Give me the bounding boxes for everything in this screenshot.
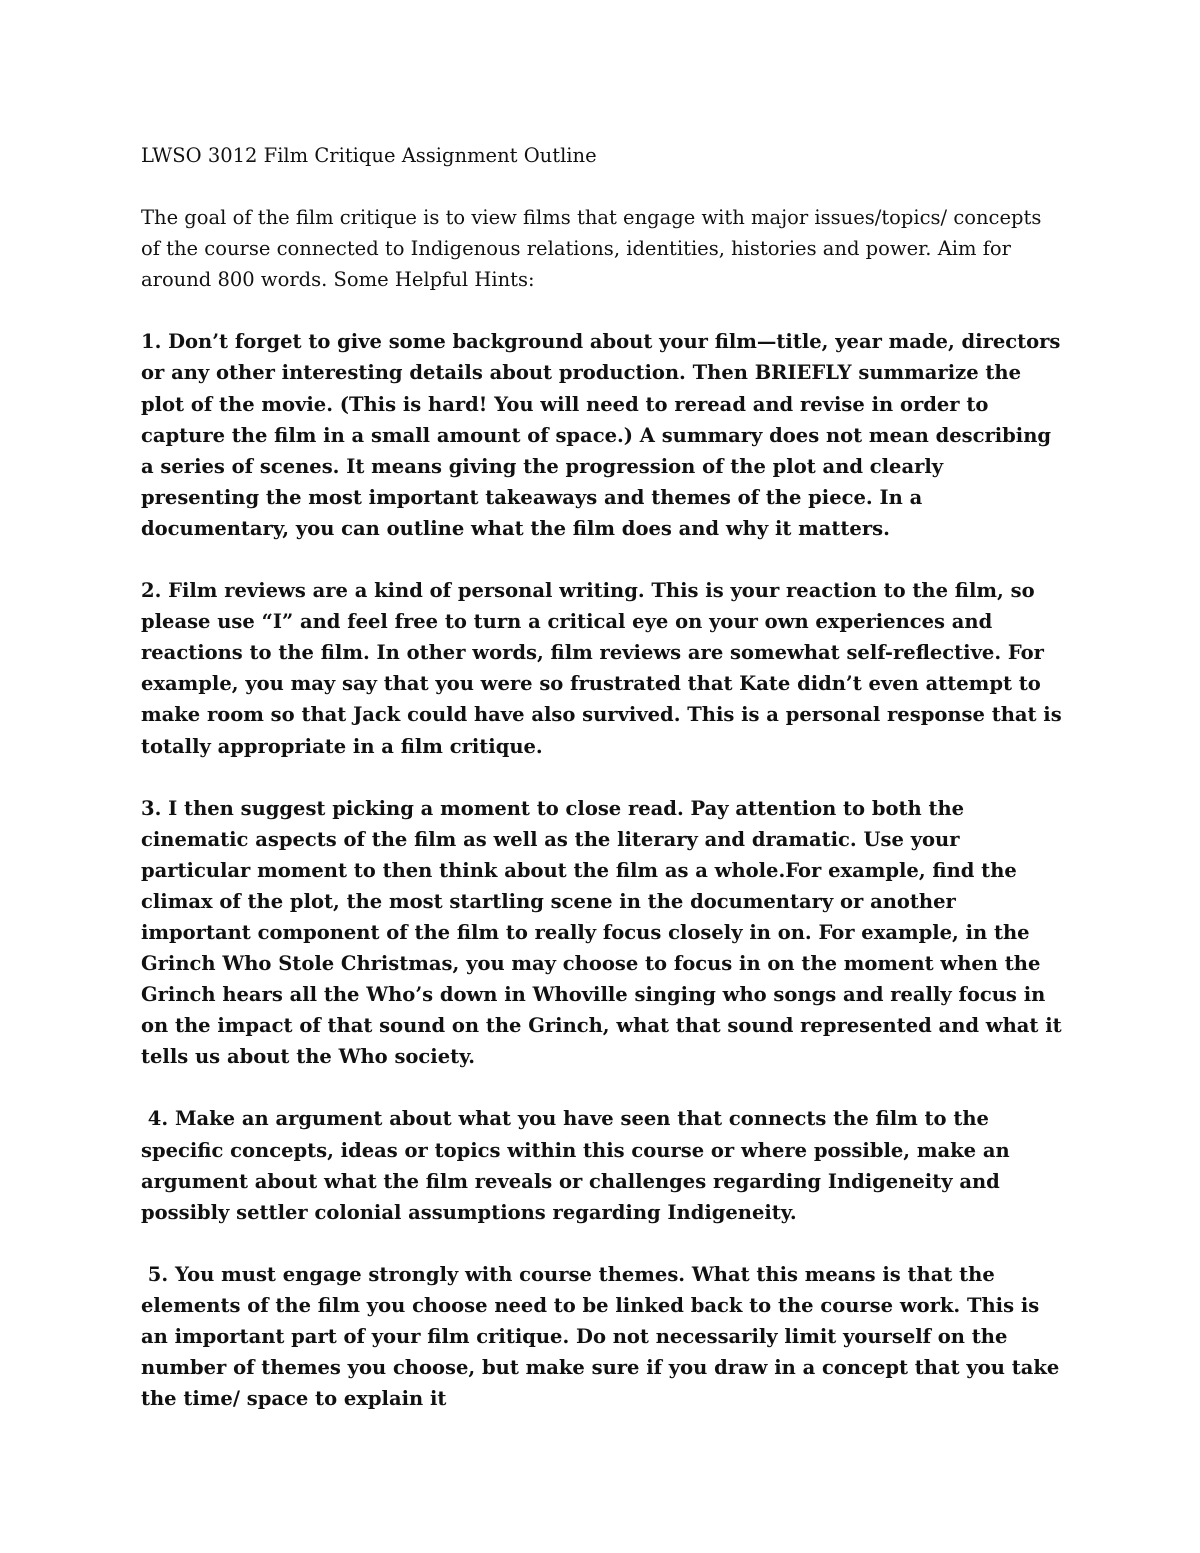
hint-lead: [141, 1107, 148, 1130]
hint-item-4: [141, 1103, 1066, 1227]
hint-text: 3. I then suggest picking a moment to close read. Pay attention to both the cinematic aspects of the film as well as the literary and dramatic. Use your particular moment to then think about the film as a whole.For example, find the climax of the plot, the most startling scene in the documentary or another important component of the film to really focus closely in on. For example, in the Grinch Who Stole Christmas, you may choose to focus in on the moment when the Grinch hears all the Who’s down in Whoville singing who songs and really focus in on the impact of that sound on the Grinch, what that sound represented and what it tells us about the Who society.: [141, 796, 1062, 1069]
hint-text: 5. You must engage strongly with course themes. What this means is that the elements of the film you choose need to be linked back to the course work. This is an important part of your film critique. Do not necessarily limit yourself on the number of themes you choose, but make sure if you draw in a concept that you take the time/ space to explain it: [141, 1262, 1060, 1411]
hint-text: 1. Don’t forget to give some background about your film—title, year made, directors or any other interesting details about production. Then BRIEFLY summarize the plot of the movie. (This is hard! You will need to reread and revise in order to capture the film in a small amount of space.) A summary does not mean describing a series of scenes. It means giving the progression of the plot and clearly presenting the most important takeaways and themes of the piece. In a documentary, you can outline what the film does and why it matters.: [141, 330, 1061, 540]
hint-item-1: [141, 326, 1066, 544]
intro-paragraph: The goal of the film critique is to view films that engage with major issues/topics/ concepts of the course connected to Indigenous relations, identities, histories and power. Aim for around 800 words. Some Helpful Hints:: [141, 206, 1042, 292]
hint-item-2: [141, 575, 1066, 762]
hint-text: 4. Make an argument about what you have seen that connects the film to the specific concepts, ideas or topics within this course or where possible, make an argument about what the film reveals or challenges regarding Indigeneity and possibly settler colonial assumptions regarding Indigeneity.: [141, 1107, 1010, 1224]
hint-item-3: [141, 793, 1066, 1073]
document-body: [141, 140, 1066, 1414]
hint-text: 2. Film reviews are a kind of personal writing. This is your reaction to the film, so please use “I” and feel free to turn a critical eye on your own experiences and reactions to the film. In other words, film reviews are somewhat self-reflective. For example, you may say that you were so frustrated that Kate didn’t even attempt to make room so that Jack could have also survived. This is a personal response that is totally appropriate in a film critique.: [141, 579, 1062, 758]
document-title: LWSO 3012 Film Critique Assignment Outline: [141, 144, 597, 167]
hint-lead: [141, 1263, 148, 1286]
hint-item-5: [141, 1259, 1066, 1414]
